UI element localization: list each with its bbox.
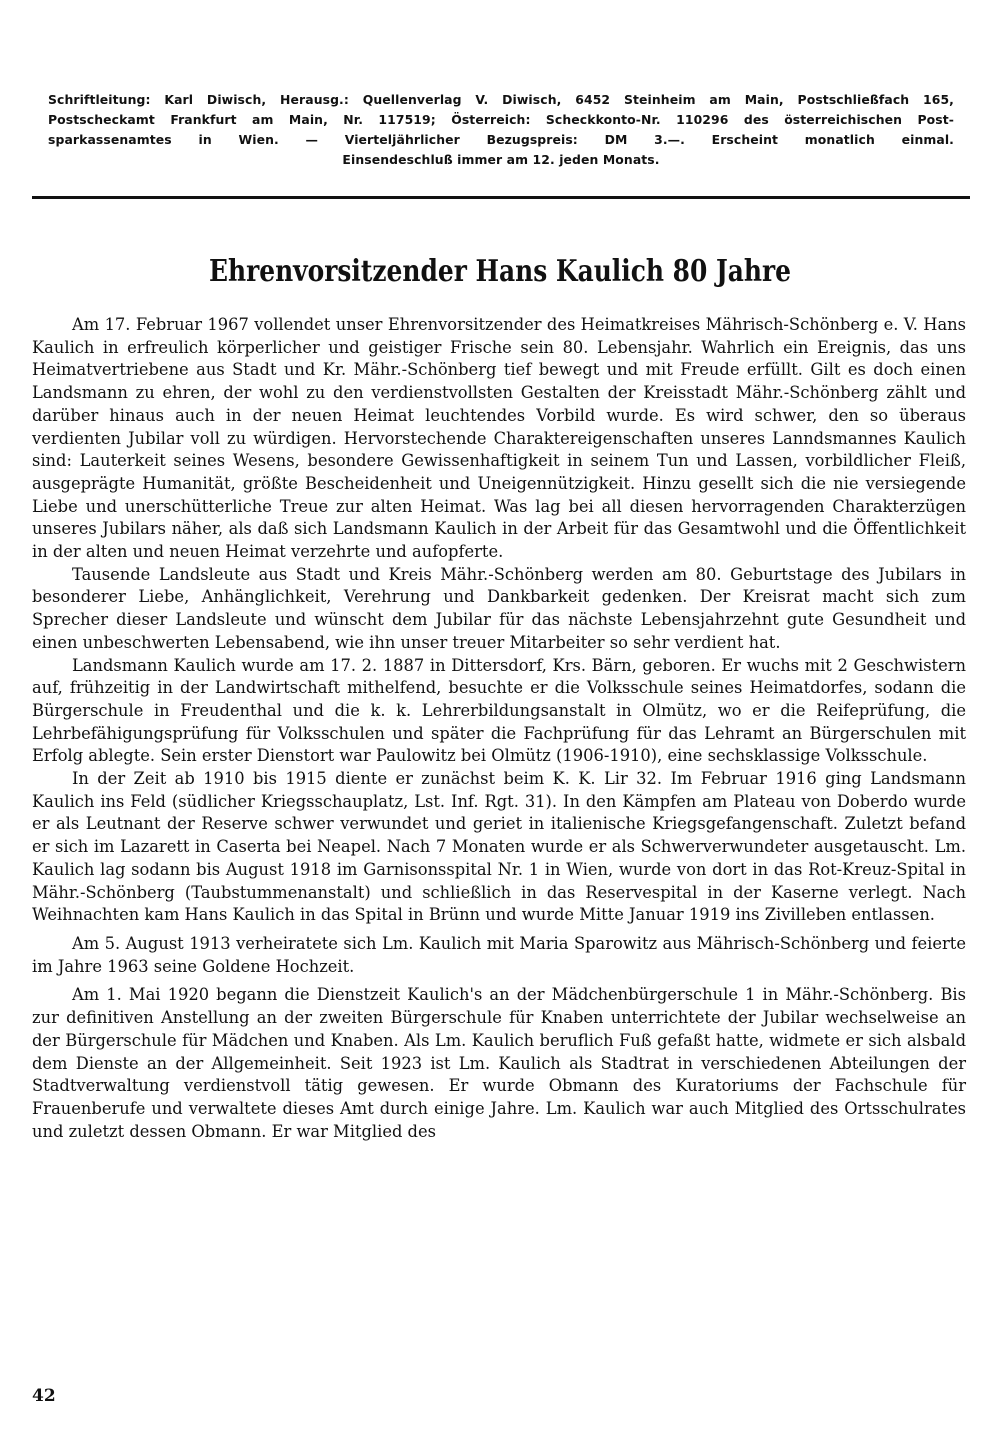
article-paragraph: Am 17. Februar 1967 vollendet unser Ehrenvorsitzender des Heimatkreises Mährisch-Schönberg e. V. Hans Kaulich in erfreulich körperlicher und geistiger Frische sein 80. Lebensjahr. Wahrlich ein Ereignis, das uns Heimatvertriebene aus Stadt und Kr. Mähr.-Schönberg tief bewegt und mit Freude erfüllt. Gilt es doch einen Landsmann zu ehren, der wohl zu den verdienstvollsten Gestalten der Kreisstadt Mähr.-Schönberg zählt und darüber hinaus auch in der neuen Heimat leuchtendes Vorbild wurde. Es wird schwer, den so überaus verdienten Jubilar voll zu würdigen. Hervorstechende Charaktereigenschaften unseres Lanndsmannes Kaulich sind: Lauterkeit seines Wesens, besondere Gewissenhaftigkeit in seinem Tun und Lassen, vorbildlicher Fleiß, ausgeprägte Humanität, größte Bescheidenheit und Uneigennützigkeit. Hinzu gesellt sich die nie versiegende Liebe und unerschütterliche Treue zur alten Heimat. Was lag bei all diesen hervorragenden Charakterzügen unseres Jubilars näher, als daß sich Landsmann Kaulich in der Arbeit für das Gesamtwohl und die Öffentlichkeit in der alten und neuen Heimat verzehrte und aufopferte.	[32, 315, 966, 562]
article-body	[32, 314, 966, 1143]
article-paragraph: Landsmann Kaulich wurde am 17. 2. 1887 in Dittersdorf, Krs. Bärn, geboren. Er wuchs mit 2 Geschwistern auf, frühzeitig in der Landwirtschaft mithelfend, besuchte er die Volksschule seines Heimatdorfes, sodann die Bürgerschule in Freudenthal und die k. k. Lehrerbildungsanstalt in Olmütz, wo er die Reifeprüfung, die Lehrbefähigungsprüfung für Volksschulen und später die Fachprüfung für das Lehramt an Bürgerschulen mit Erfolg ablegte. Sein erster Dienstort war Paulowitz bei Olmütz (1906-1910), eine sechsklassige Volksschule.	[32, 655, 966, 766]
article-paragraph: Am 1. Mai 1920 begann die Dienstzeit Kaulich's an der Mädchenbürgerschule 1 in Mähr.-Schönberg. Bis zur definitiven Anstellung an der zweiten Bürgerschule für Knaben unterrichtete der Jubilar wechselweise an der Bürgerschule für Mädchen und Knaben. Als Lm. Kaulich beruflich Fuß gefaßt hatte, widmete er sich alsbald dem Dienste an der Allgemeinheit. Seit 1923 ist Lm. Kaulich als Stadtrat in verschiedenen Abteilungen der Stadtverwaltung verdienstvoll tätig gewesen. Er wurde Obmann des Kuratoriums der Fachschule für Frauenberufe und verwaltete dieses Amt durch einige Jahre. Lm. Kaulich war auch Mitglied des Ortsschulrates und zuletzt dessen Obmann. Er war Mitglied des	[32, 985, 966, 1141]
article-paragraph: Tausende Landsleute aus Stadt und Kreis Mähr.-Schönberg werden am 80. Geburtstage des Jubilars in besonderer Liebe, Anhänglichkeit, Verehrung und Dankbarkeit gedenken. Der Kreisrat macht sich zum Sprecher dieser Landsleute und wünscht dem Jubilar für das nächste Lebensjahrzehnt gute Gesundheit und einen unbeschwerten Lebensabend, wie ihn unser treuer Mitarbeiter so sehr verdient hat.	[32, 564, 966, 652]
masthead-line: Postscheckamt Frankfurt am Main, Nr. 117519; Österreich: Scheckkonto-Nr. 110296 des österreichischen Post-	[48, 112, 954, 127]
page-number: 42	[32, 1386, 56, 1406]
masthead-line: Schriftleitung: Karl Diwisch, Herausg.: Quellenverlag V. Diwisch, 6452 Steinheim am Main, Postschließfach 165,	[48, 92, 954, 107]
masthead-imprint	[48, 90, 954, 170]
article-paragraph: In der Zeit ab 1910 bis 1915 diente er zunächst beim K. K. Lir 32. Im Februar 1916 ging Landsmann Kaulich ins Feld (südlicher Kriegsschauplatz, Lst. Inf. Rgt. 31). In den Kämpfen am Plateau von Doberdo wurde er als Leutnant der Reserve schwer verwundet und geriet in italienische Kriegsgefangenschaft. Zuletzt befand er sich im Lazarett in Caserta bei Neapel. Nach 7 Monaten wurde er als Schwerverwundeter ausgetauscht. Lm. Kaulich lag sodann bis August 1918 im Garnisonsspital Nr. 1 in Wien, wurde von dort in das Rot-Kreuz-Spital in Mähr.-Schönberg (Taubstummenanstalt) und schließlich in das Reservespital in der Kaserne verlegt. Nach Weihnachten kam Hans Kaulich in das Spital in Brünn und wurde Mitte Januar 1919 ins Zivilleben entlassen.	[32, 769, 966, 925]
masthead-line: sparkassenamtes in Wien. — Vierteljährlicher Bezugspreis: DM 3.—. Erscheint monatlich einmal.	[48, 132, 954, 147]
article-headline: Ehrenvorsitzender Hans Kaulich 80 Jahre	[209, 254, 791, 289]
article-paragraph: Am 5. August 1913 verheiratete sich Lm. Kaulich mit Maria Sparowitz aus Mährisch-Schönberg und feierte im Jahre 1963 seine Goldene Hochzeit.	[32, 933, 966, 976]
divider-rule	[32, 196, 970, 199]
masthead-line: Einsendeschluß immer am 12. jeden Monats.	[342, 152, 660, 167]
